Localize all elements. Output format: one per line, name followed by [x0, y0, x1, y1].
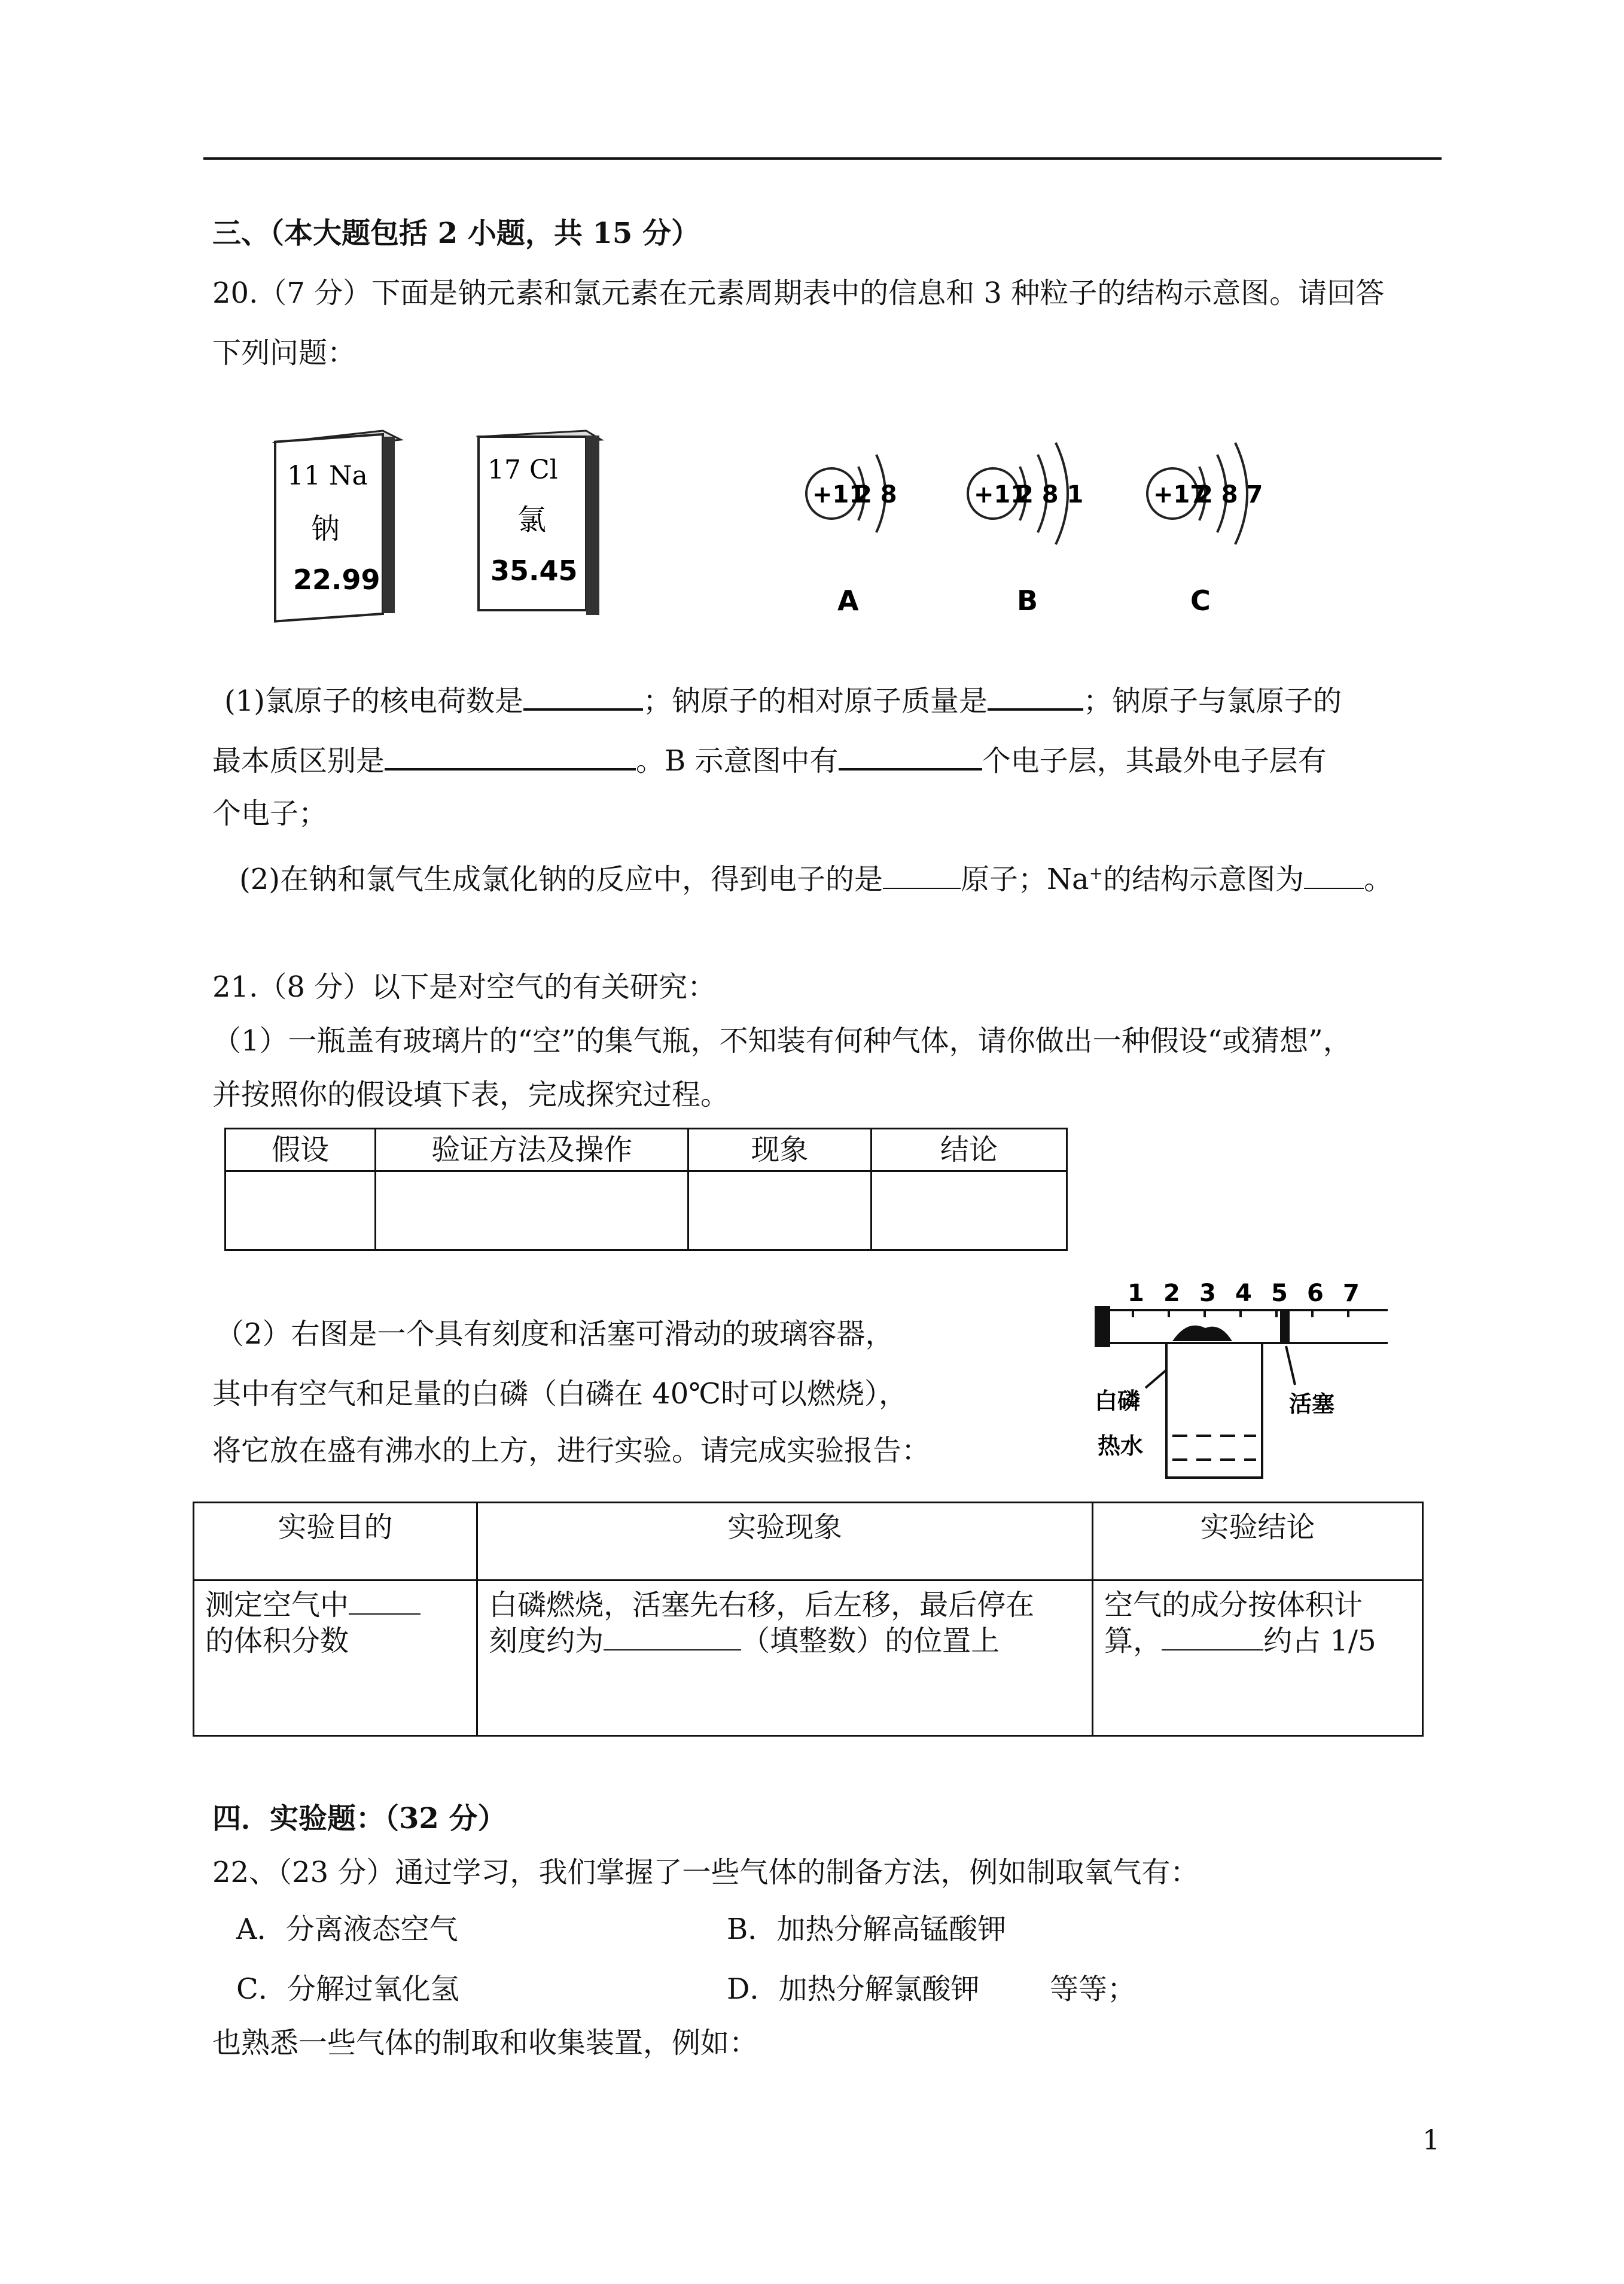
q20-p1-text-b: ；钠原子的相对原子质量是: [643, 684, 988, 718]
label-white-phosphorus: 白磷: [1095, 1388, 1141, 1414]
sodium-name: 钠: [311, 512, 340, 546]
hypothesis-cell[interactable]: [226, 1171, 376, 1250]
particle-a: [806, 455, 897, 617]
q22-last-line: 也熟悉一些气体的制取和收集装置，例如：: [212, 2026, 758, 2060]
q20-p2-text-a: (2)在钠和氯气生成氯化钠的反应中，得到电子的是: [239, 863, 883, 896]
conclusion-text-b: 算，: [1104, 1624, 1162, 1658]
q20-p2-superscript: +: [1089, 863, 1104, 883]
scale-mark-3: 3: [1199, 1280, 1216, 1307]
conclusion-text-a: 空气的成分按体积计: [1104, 1588, 1363, 1622]
experiment-report-table: [193, 1502, 1424, 1737]
label-hot-water: 热水: [1098, 1433, 1144, 1459]
purpose-text-b: 的体积分数: [205, 1624, 349, 1658]
particle-c-nucleus: +17: [1153, 481, 1207, 508]
q20-p1-text-e: 。B 示意图中有: [636, 744, 839, 778]
option-a: A．分离液态空气: [236, 1913, 458, 1946]
blank-chlorine-nuclear-charge[interactable]: [523, 682, 643, 711]
scale-mark-6: 6: [1307, 1280, 1324, 1307]
scale-mark-2: 2: [1163, 1280, 1180, 1307]
blank-gains-electrons[interactable]: [883, 861, 961, 889]
blank-essential-difference[interactable]: [385, 742, 636, 771]
particle-structure-figure: [796, 419, 1298, 628]
purpose-header: 实验目的: [194, 1503, 477, 1580]
method-cell[interactable]: [376, 1171, 688, 1250]
scale-mark-5: 5: [1271, 1280, 1288, 1307]
q20-part1-line2: [212, 742, 1327, 779]
method-header: 验证方法及操作: [376, 1129, 688, 1171]
blank-sodium-atomic-mass[interactable]: [988, 682, 1083, 711]
chlorine-card: [479, 431, 601, 615]
particle-b-label: B: [1017, 584, 1038, 617]
q20-p2-text-d: 。: [1364, 863, 1393, 896]
blank-gas-measured[interactable]: [349, 1587, 421, 1615]
particle-b-nucleus: +11: [974, 481, 1028, 508]
particle-a-label: A: [837, 584, 859, 617]
q21-part2-line2: 其中有空气和足量的白磷（白磷在 40℃时可以燃烧），: [212, 1377, 908, 1411]
hypothesis-table: [224, 1128, 1068, 1251]
particle-b-shells: 2 8 1: [1017, 481, 1084, 508]
phenomenon-text-b: 刻度约为: [489, 1624, 604, 1658]
chlorine-number-symbol: 17 Cl: [487, 455, 558, 485]
q20-p2-text-b: 原子；Na: [961, 863, 1089, 896]
sodium-mass: 22.99: [293, 564, 380, 596]
particle-b: [968, 443, 1083, 617]
observation-header: 实验现象: [477, 1503, 1093, 1580]
header-rule: [203, 157, 1442, 160]
scale-mark-4: 4: [1235, 1280, 1252, 1307]
blank-component[interactable]: [1162, 1623, 1263, 1650]
particle-c-label: C: [1190, 584, 1211, 617]
q20-part1-line1: [224, 682, 1342, 719]
hypothesis-header: 假设: [226, 1129, 376, 1171]
phenomenon-header: 现象: [688, 1129, 872, 1171]
element-cards-figure: [263, 419, 622, 628]
sodium-number-symbol: 11 Na: [287, 461, 368, 491]
scale-mark-7: 7: [1343, 1280, 1360, 1307]
particle-a-shells: 2 8: [855, 481, 897, 508]
chlorine-name: 氯: [517, 503, 547, 537]
q20-part1-line3: 个电子；: [212, 797, 328, 830]
apparatus-figure: [1083, 1274, 1394, 1484]
q21-part1-line1: （1）一瓶盖有玻璃片的“空”的集气瓶，不知装有何种气体，请你做出一种假设“或猜想”，: [212, 1024, 1352, 1058]
conclusion-header: 结论: [871, 1129, 1067, 1171]
phenomenon-cell[interactable]: [688, 1171, 872, 1250]
phenomenon-text-c: （填整数）的位置上: [741, 1624, 1000, 1658]
particle-c: [1147, 443, 1263, 617]
blank-na-ion-structure[interactable]: [1304, 861, 1364, 889]
q20-line1: 20.（7 分）下面是钠元素和氯元素在元素周期表中的信息和 3 种粒子的结构示意图。请回答: [212, 276, 1385, 310]
purpose-cell: [194, 1580, 477, 1736]
option-d: D．加热分解氯酸钾: [727, 1972, 980, 2006]
q20-part2-line: [239, 855, 1393, 897]
label-piston: 活塞: [1289, 1391, 1335, 1417]
option-b: B．加热分解高锰酸钾: [727, 1913, 1007, 1946]
q21-part1-line2: 并按照你的假设填下表，完成探究过程。: [212, 1078, 730, 1111]
q22-intro: 22、（23 分）通过学习，我们掌握了一些气体的制备方法，例如制取氧气有：: [212, 1856, 1199, 1889]
section4-heading: 四．实验题：（32 分）: [212, 1802, 507, 1835]
q21-part2-line3: 将它放在盛有沸水的上方，进行实验。请完成实验报告：: [212, 1434, 931, 1467]
purpose-text-a: 测定空气中: [205, 1588, 349, 1622]
q20-p2-text-c: 的结构示意图为: [1103, 863, 1305, 896]
result-header: 实验结论: [1093, 1503, 1423, 1580]
q20-p1-text-a: (1)氯原子的核电荷数是: [224, 684, 523, 718]
observation-cell: [477, 1580, 1093, 1736]
blank-electron-shells[interactable]: [839, 742, 982, 771]
particle-c-shells: 2 8 7: [1196, 481, 1263, 508]
particle-a-nucleus: +11: [812, 481, 866, 508]
phenomenon-text-a: 白磷燃烧，活塞先右移，后左移，最后停在: [489, 1588, 1035, 1622]
q20-p1-text-d: 最本质区别是: [212, 744, 385, 778]
q20-p1-text-c: ；钠原子与氯原子的: [1083, 684, 1342, 718]
conclusion-cell[interactable]: [871, 1171, 1067, 1250]
q21-part2-line1: （2）右图是一个具有刻度和活塞可滑动的玻璃容器，: [215, 1317, 894, 1351]
blank-final-scale[interactable]: [604, 1623, 741, 1650]
q20-line2: 下列问题：: [212, 336, 357, 370]
option-c: C．分解过氧化氢: [236, 1972, 459, 2006]
result-cell: [1093, 1580, 1423, 1736]
section3-heading: 三、（本大题包括 2 小题，共 15 分）: [212, 217, 700, 250]
etc-text: 等等；: [1050, 1972, 1137, 2006]
q20-p1-text-f: 个电子层，其最外电子层有: [982, 744, 1327, 778]
page-number: 1: [1422, 2124, 1440, 2156]
scale-mark-1: 1: [1128, 1280, 1144, 1307]
sodium-card: [275, 431, 401, 622]
q21-intro: 21.（8 分）以下是对空气的有关研究：: [212, 970, 717, 1004]
white-phosphorus-lump: [1172, 1326, 1232, 1341]
conclusion-text-c: 约占 1/5: [1263, 1624, 1376, 1658]
piston: [1280, 1311, 1290, 1342]
chlorine-mass: 35.45: [490, 555, 578, 587]
